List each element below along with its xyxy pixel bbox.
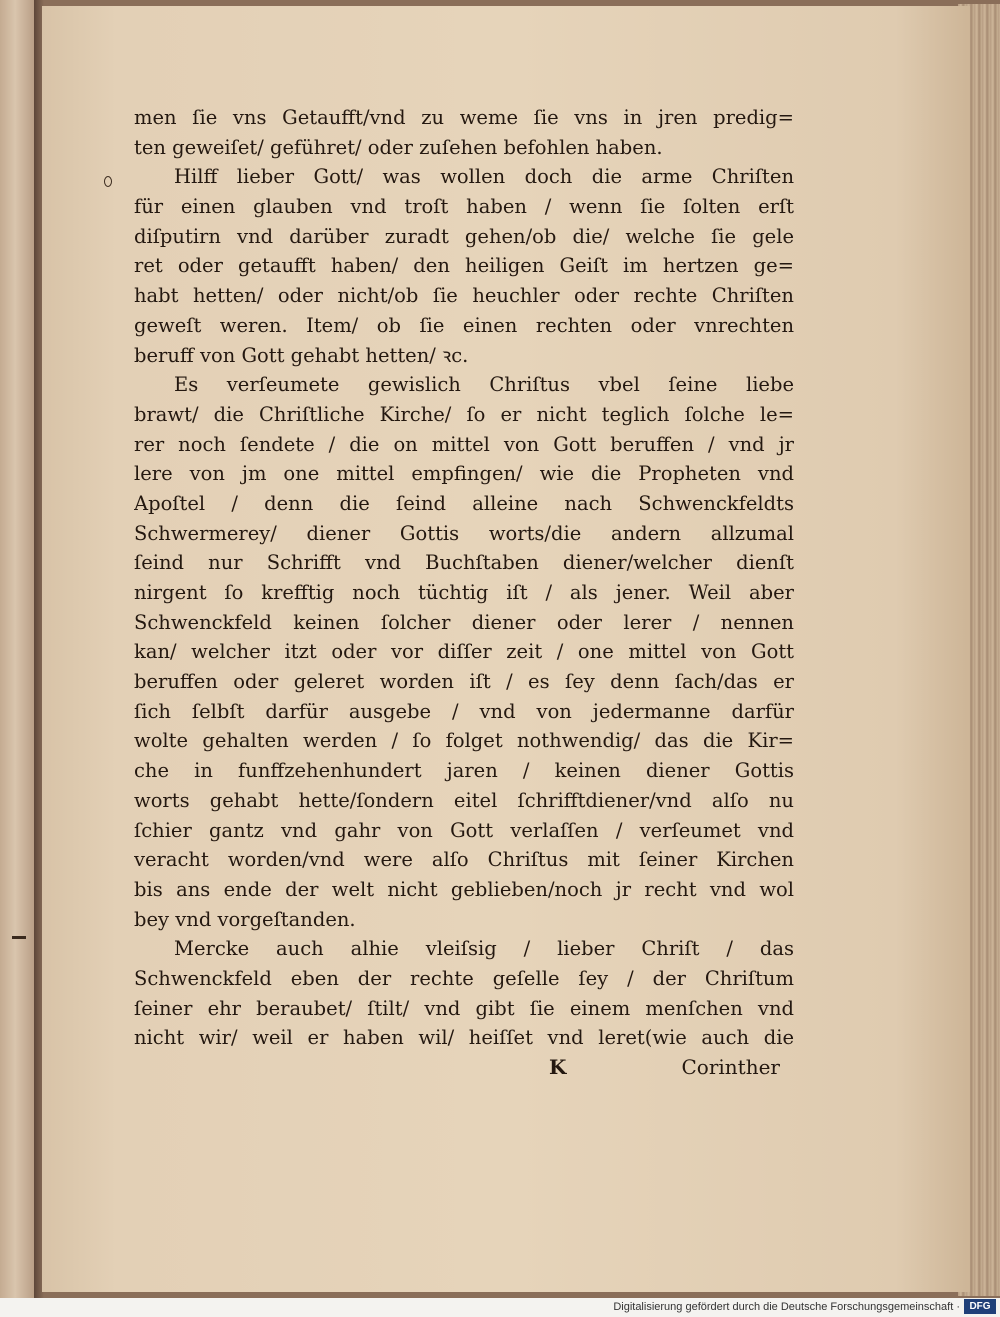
text-line: habt hetten/ oder nicht/ob ſie heuchler oder rechte Chriſten [134, 284, 794, 308]
text-line: für einen glauben vnd troſt haben / wenn ſie ſolten erſt [134, 195, 794, 219]
text-line: rer noch ſendete / die on mittel von Gott beruffen / vnd jr [134, 432, 794, 456]
text-line: lere von jm one mittel empfingen/ wie die Propheten vnd [134, 462, 794, 486]
text-line: veracht worden/vnd were alſo Chriſtus mit ſeiner Kirchen [134, 848, 794, 872]
text-line: Es verſeumete gewislich Chriſtus vbel ſeine liebe [174, 373, 794, 397]
text-line: worts gehabt hette/ſondern eitel ſchrifftdiener/vnd alſo nu [134, 788, 794, 812]
text-line: beruff von Gott gehabt hetten/ ꝛc. [134, 343, 469, 367]
text-line: Mercke auch alhie vleiſsig / lieber Chriſt / das [174, 937, 794, 961]
margin-ink-mark [104, 176, 112, 187]
text-line: beruffen oder geleret worden iſt / es ſey denn ſach/das er [134, 670, 794, 694]
text-line: wolte gehalten werden / ſo folget nothwendig/ das die Kir= [134, 729, 794, 753]
text-line: nicht wir/ weil er haben wil/ heiſſet vnd leret(wie auch die [134, 1026, 794, 1050]
footer-bar [0, 1298, 1000, 1317]
text-line: che in funffzehenhundert jaren / keinen diener Gottis [134, 759, 794, 783]
text-line: ten geweiſet/ geführet/ oder zuſehen befohlen haben. [134, 135, 663, 159]
text-line: ſeind nur Schrifft vnd Buchſtaben diener/welcher dienſt [134, 551, 794, 575]
text-lines [134, 103, 794, 1053]
text-line: Hilff lieber Gott/ was wollen doch die arme Chriſten [174, 165, 794, 189]
text-line: kan/ welcher itzt oder vor diſſer zeit / one mittel von Gott [134, 640, 794, 664]
text-line: ret oder getaufft haben/ den heiligen Geiſt im hertzen ge= [134, 254, 794, 278]
text-line: men ſie vns Getaufft/vnd zu weme ſie vns in jren predig= [134, 106, 794, 129]
text-line: Schwermerey/ diener Gottis worts/die andern allzumal [134, 521, 794, 545]
text-line: Apoſtel / denn die ſeind alleine nach Schwenckfeldts [134, 491, 794, 515]
text-line: ſich ſelbſt darfür ausgebe / vnd von jedermanne darfür [134, 699, 794, 723]
text-line: ſchier gantz vnd gahr von Gott verlaſſen / verſeumet vnd [134, 818, 794, 842]
text-line: geweſt weren. Item/ ob ſie einen rechten oder vnrechten [134, 313, 794, 337]
footer-credit: Digitalisierung gefördert durch die Deutsche Forschungsgemeinschaft · [613, 1301, 960, 1313]
text-line: brawt/ die Chriſtliche Kirche/ ſo er nicht teglich ſolche le= [134, 402, 794, 426]
text-line: diſputirn vnd darüber zuradt gehen/ob die/ welche ſie gele [134, 224, 794, 248]
previous-page-edge [0, 0, 34, 1298]
text-line: Schwenckfeld keinen ſolcher diener oder lerer / nennen [134, 610, 794, 634]
text-line: Schwenckfeld eben der rechte geſelle ſey / der Chriſtum [134, 966, 794, 990]
text-line: bis ans ende der welt nicht geblieben/noch jr recht vnd wol [134, 877, 794, 901]
text-line: nirgent ſo krefftig noch tüchtig iſt / als jener. Weil aber [134, 581, 794, 604]
page-text [134, 103, 794, 1087]
catchword-row [134, 1055, 794, 1087]
text-line: ſeiner ehr beraubet/ ſtilt/ vnd gibt ſie einem menſchen vnd [134, 996, 794, 1020]
text-line: bey vnd vorgeſtanden. [134, 907, 356, 931]
catchword: Corinther [681, 1055, 780, 1079]
margin-ink-dash [12, 936, 26, 939]
dfg-logo: DFG [964, 1299, 996, 1314]
signature-mark: K [549, 1055, 567, 1079]
